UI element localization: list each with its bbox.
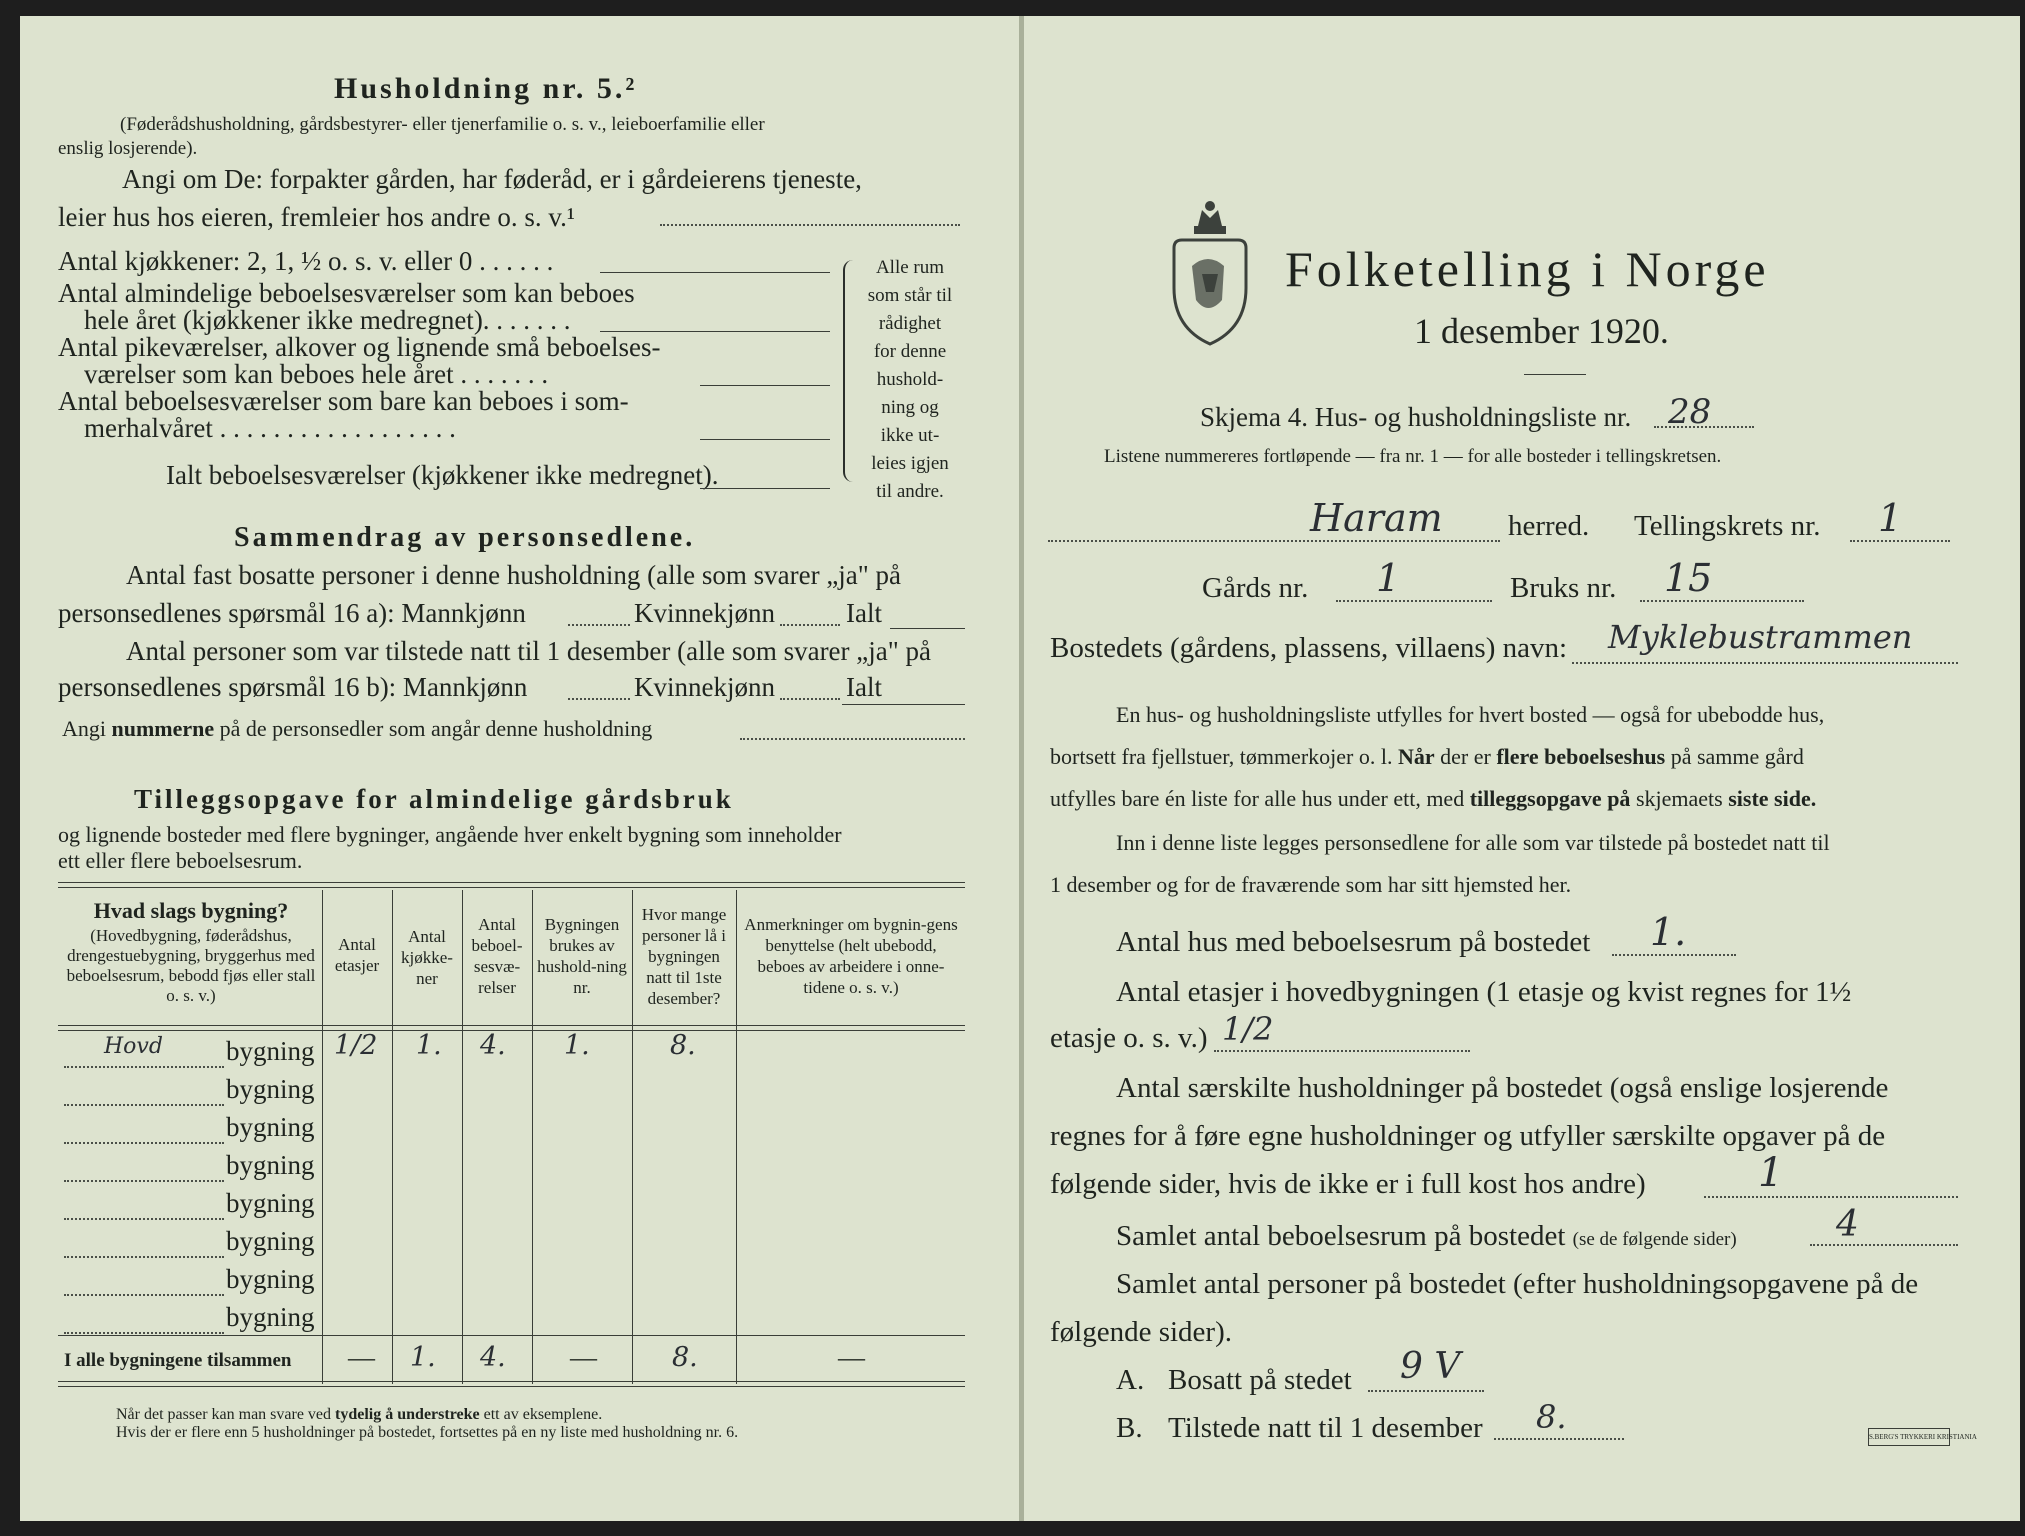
- table-top-rule: [58, 882, 965, 883]
- etasjer-value: 1/2: [1222, 1010, 1274, 1048]
- row-type-line: [64, 1104, 224, 1106]
- summary-2-kvinne-line: [780, 698, 840, 700]
- para1-2b: Når: [1397, 744, 1435, 769]
- table-col-divider: [532, 890, 533, 1384]
- total-husholdning: —: [570, 1342, 597, 1372]
- herred-value: Haram: [1310, 496, 1443, 540]
- row-type-line: [64, 1218, 224, 1220]
- brace-note-line: rådighet: [878, 313, 942, 334]
- table-header-beboelsesvaerelser: Antal beboel-sesvæ-relser: [471, 915, 523, 997]
- footnote-1a: Når det passer kan man svare ved: [116, 1406, 336, 1423]
- b-label: Tilstede natt til 1 desember: [1168, 1412, 1483, 1444]
- row-label: bygning: [226, 1264, 315, 1294]
- total-anmerkninger: —: [838, 1342, 865, 1372]
- row-personer: 8.: [670, 1030, 696, 1061]
- row-husholdning: 1.: [564, 1030, 590, 1061]
- table-header-kjokkener: Antal kjøkke-ner: [401, 927, 453, 988]
- angi-nummerne-a: Angi: [62, 716, 112, 741]
- total-kjokkener: 1.: [410, 1342, 436, 1373]
- table-header-rule: [58, 1025, 965, 1026]
- sommer-label-2: merhalvåret . . . . . . . . . . . . . . . . . .: [84, 413, 456, 443]
- summary-1-ialt: Ialt: [846, 598, 882, 628]
- brace-note-line: for denne: [873, 341, 947, 362]
- table-bottom-rule: [58, 1381, 965, 1382]
- skjema-line: [1654, 426, 1754, 428]
- summary-2b: personsedlenes spørsmål 16 b): Mannkjønn: [58, 672, 528, 702]
- almindelige-label-1: Antal almindelige beboelsesværelser som kan beboes: [58, 278, 635, 308]
- bosted-label: Bostedets (gårdens, plassens, villaens) navn:: [1050, 632, 1568, 664]
- total-vaerelser: 4.: [480, 1342, 506, 1373]
- listene-note: Listene nummereres fortløpende — fra nr. 1 — for alle bosteder i tellingskretsen.: [1104, 446, 1722, 467]
- summary-2-mann-line: [568, 698, 630, 700]
- row-label: bygning: [226, 1112, 315, 1142]
- para2-line-2: 1 desember og for de fraværende som har sitt hjemsted her.: [1050, 872, 1572, 897]
- herred-line: [1048, 540, 1500, 542]
- antal-hus-line: [1612, 954, 1736, 956]
- table-col-divider: [392, 890, 393, 1384]
- para1-line-1: En hus- og husholdningsliste utfylles for hvert bosted — også for ubebodde hus,: [1116, 702, 1825, 727]
- row-label: bygning: [226, 1302, 315, 1332]
- row-etasjer: 1/2: [334, 1030, 378, 1061]
- table-header-rule-2: [58, 1030, 965, 1031]
- pike-line: [700, 385, 830, 386]
- row-type-line: [64, 1180, 224, 1182]
- a-line: [1368, 1390, 1484, 1392]
- kjokkener-line: [600, 272, 830, 273]
- para1-line-2: [1050, 744, 1804, 770]
- tillegg-title: Tilleggsopgave for almindelige gårdsbruk: [134, 784, 734, 814]
- para1-3a: utfylles bare én liste for alle hus under ett, med: [1050, 786, 1470, 811]
- household-title: Husholdning nr. 5.²: [334, 72, 638, 105]
- a-value: 9 V: [1400, 1346, 1461, 1387]
- title-rule: [1524, 374, 1586, 375]
- samlet-pers-line-2: følgende sider).: [1050, 1316, 1232, 1348]
- total-personer: 8.: [672, 1342, 698, 1373]
- angi-nummerne-c: på de personsedler som angår denne husholdning: [214, 716, 653, 741]
- ialt-label: Ialt beboelsesværelser (kjøkkener ikke medregnet).: [166, 460, 719, 490]
- angi-nummerne-line: [740, 738, 965, 740]
- samlet-pers-line-1: Samlet antal personer på bostedet (efter husholdningsopgavene på de: [1116, 1268, 1919, 1300]
- table-header-personer: Hvor mange personer lå i bygningen natt til 1ste desember?: [641, 905, 727, 1008]
- row-label: bygning: [226, 1188, 315, 1218]
- household-note-1: (Føderådshusholdning, gårdsbestyrer- eller tjenerfamilie o. s. v., leieboerfamilie eller: [120, 114, 765, 135]
- table-header-etasjer: Antal etasjer: [334, 935, 380, 975]
- bruks-line: [1640, 600, 1804, 602]
- printer-stamp: S.BERG'S TRYKKERI KRISTIANIA: [1868, 1428, 1950, 1446]
- summary-1-ialt-line: [890, 628, 965, 629]
- row-type-line: [64, 1294, 224, 1296]
- row-label: bygning: [226, 1036, 315, 1066]
- kjokkener-label: Antal kjøkkener: 2, 1, ½ o. s. v. eller 0 . . . . . .: [58, 246, 554, 276]
- para1-3b: tilleggsopgave på: [1469, 786, 1631, 811]
- brace-note-line: Alle rum: [875, 257, 945, 278]
- bruks-value: 15: [1664, 556, 1713, 600]
- brace-note: [860, 254, 960, 506]
- brace-note-line: ning og: [881, 397, 939, 418]
- table-header-type: (Hovedbygning, føderådshus, drengestuebygning, bryggerhus med beboelsesrum, bebodd fjøs eller stall o. s. v.): [66, 926, 316, 1005]
- b-value: 8.: [1536, 1398, 1567, 1436]
- table-col-divider: [736, 890, 737, 1384]
- para1-2c: der er: [1434, 744, 1497, 769]
- sarskilte-line-1: Antal særskilte husholdninger på bostedet (også enslige losjerende: [1116, 1072, 1889, 1104]
- angi-line-2: leier hus hos eieren, fremleier hos andre o. s. v.¹: [58, 202, 575, 232]
- footnote-1c: ett av eksemplene.: [479, 1406, 603, 1423]
- table-body-rule: [58, 1335, 965, 1336]
- ialt-line: [700, 488, 830, 489]
- bosted-line: [1572, 662, 1958, 664]
- footnote-1: [116, 1406, 602, 1424]
- brace-bracket: [843, 260, 859, 482]
- herred-label: herred.: [1508, 510, 1590, 542]
- table-top-rule-2: [58, 887, 965, 888]
- sarskilte-line: [1704, 1196, 1958, 1198]
- footnote-1b: tydelig å understreke: [335, 1406, 480, 1423]
- a-label: Bosatt på stedet: [1168, 1364, 1352, 1396]
- row-label: bygning: [226, 1150, 315, 1180]
- table-header-type-title: Hvad slags bygning?: [93, 898, 289, 923]
- sommer-line: [700, 439, 830, 440]
- summary-1b: personsedlenes spørsmål 16 a): Mannkjønn: [58, 598, 526, 628]
- brace-note-line: ikke ut-: [880, 425, 940, 446]
- row-type-value: Hovd: [104, 1034, 163, 1059]
- sarskilte-line-3: følgende sider, hvis de ikke er i full kost hos andre): [1050, 1168, 1646, 1200]
- para1-2e: på samme gård: [1665, 744, 1804, 769]
- summary-2-kvinne: Kvinnekjønn: [634, 672, 775, 702]
- sarskilte-line-2: regnes for å føre egne husholdninger og utfyller særskilte opgaver på de: [1050, 1120, 1886, 1152]
- skjema-number: 28: [1668, 392, 1712, 432]
- census-date: 1 desember 1920.: [1414, 311, 1669, 351]
- coat-of-arms-icon: [1168, 196, 1252, 353]
- summary-2a: Antal personer som var tilstede natt til 1 desember (alle som svarer „ja" på: [126, 636, 932, 666]
- table-col-divider: [632, 890, 633, 1384]
- brace-note-line: som står til: [867, 285, 953, 306]
- antal-hus-label: Antal hus med beboelsesrum på bostedet: [1116, 926, 1591, 958]
- summary-1a: Antal fast bosatte personer i denne husholdning (alle som svarer „ja" på: [126, 560, 902, 590]
- gards-value: 1: [1376, 556, 1401, 600]
- brace-note-line: hushold-: [876, 369, 944, 390]
- antal-hus-value: 1.: [1650, 910, 1687, 954]
- row-vaerelser: 4.: [480, 1030, 506, 1061]
- summary-1-kvinne-line: [780, 624, 840, 626]
- angi-line-1: Angi om De: forpakter gården, har føderåd, er i gårdeierens tjeneste,: [122, 164, 862, 194]
- table-header-anmerkninger: Anmerkninger om bygnin-gens benyttelse (helt ubebodd, beboes av arbeidere i onne-tidene o. s. v.): [744, 915, 958, 997]
- samlet-rum: [1116, 1220, 1737, 1253]
- sarskilte-value: 1: [1758, 1150, 1784, 1196]
- bosted-value: Myklebustrammen: [1608, 618, 1913, 656]
- summary-2-ialt-line: [842, 704, 965, 705]
- sommer-label-1: Antal beboelsesværelser som bare kan beboes i som-: [58, 386, 629, 416]
- tillegg-line-2: ett eller flere beboelsesrum.: [58, 848, 303, 873]
- tellingskrets-line: [1850, 540, 1950, 542]
- brace-note-line: leies igjen: [871, 453, 949, 474]
- row-kjokkener: 1.: [416, 1030, 442, 1061]
- samlet-rum-b: (se de følgende sider): [1572, 1229, 1737, 1250]
- pike-label-2: værelser som kan beboes hele året . . . . . . .: [84, 359, 549, 389]
- summary-2-ialt: Ialt: [846, 672, 882, 702]
- para1-line-3: [1050, 786, 1816, 812]
- footnote-2: Hvis der er flere enn 5 husholdninger på bostedet, fortsettes på en ny liste med husholdning nr. 6.: [116, 1424, 739, 1441]
- para1-3c: skjemaets: [1630, 786, 1729, 811]
- row-type-line: [64, 1066, 224, 1068]
- gards-line: [1336, 600, 1492, 602]
- etasjer-line-1: Antal etasjer i hovedbygningen (1 etasje og kvist regnes for 1½: [1116, 976, 1852, 1008]
- gards-label: Gårds nr.: [1202, 572, 1309, 604]
- tillegg-line-1: og lignende bosteder med flere bygninger, angående hver enkelt bygning som inneholder: [58, 822, 842, 847]
- almindelige-label-2: hele året (kjøkkener ikke medregnet). . . . . . .: [84, 305, 571, 335]
- para1-3d: siste side.: [1728, 786, 1817, 811]
- angi-fill-line: [660, 224, 960, 226]
- table-bottom-rule-2: [58, 1386, 965, 1387]
- a-letter: A.: [1116, 1364, 1145, 1396]
- angi-nummerne-b: nummerne: [111, 716, 215, 741]
- brace-note-line: til andre.: [876, 481, 944, 502]
- tellingskrets-value: 1: [1878, 496, 1903, 540]
- summary-1-mann-line: [568, 624, 630, 626]
- summary-1-kvinne: Kvinnekjønn: [634, 598, 775, 628]
- table-col-divider: [322, 890, 323, 1384]
- row-label: bygning: [226, 1226, 315, 1256]
- etasjer-line-2: etasje o. s. v.): [1050, 1022, 1208, 1054]
- samlet-rum-value: 4: [1836, 1204, 1859, 1245]
- table-header-husholdning: Bygningen brukes av hushold-ning nr.: [537, 915, 627, 997]
- row-label: bygning: [226, 1074, 315, 1104]
- row-type-line: [64, 1332, 224, 1334]
- angi-nummerne: [62, 716, 652, 742]
- bruks-label: Bruks nr.: [1510, 572, 1617, 604]
- skjema-label: Skjema 4. Hus- og husholdningsliste nr.: [1200, 402, 1632, 432]
- para2-line-1: Inn i denne liste legges personsedlene for alle som var tilstede på bostedet natt til: [1116, 830, 1830, 855]
- total-etasjer: —: [348, 1342, 375, 1372]
- para1-2a: bortsett fra fjellstuer, tømmerkojer o. l.: [1050, 744, 1398, 769]
- summary-title: Sammendrag av personsedlene.: [234, 522, 696, 553]
- b-letter: B.: [1116, 1412, 1143, 1444]
- samlet-rum-line: [1810, 1244, 1958, 1246]
- row-type-line: [64, 1142, 224, 1144]
- samlet-rum-a: Samlet antal beboelsesrum på bostedet: [1116, 1220, 1573, 1252]
- etasjer-value-line: [1214, 1050, 1470, 1052]
- household-note-2: enslig losjerende).: [58, 138, 198, 159]
- total-label: I alle bygningene tilsammen: [64, 1350, 292, 1371]
- b-line: [1494, 1438, 1624, 1440]
- pike-label-1: Antal pikeværelser, alkover og lignende små beboelses-: [58, 332, 661, 362]
- census-title: Folketelling i Norge: [1285, 241, 1770, 297]
- row-type-line: [64, 1256, 224, 1258]
- para1-2d: flere beboelseshus: [1496, 744, 1666, 769]
- tellingskrets-label: Tellingskrets nr.: [1634, 510, 1821, 542]
- table-col-divider: [462, 890, 463, 1384]
